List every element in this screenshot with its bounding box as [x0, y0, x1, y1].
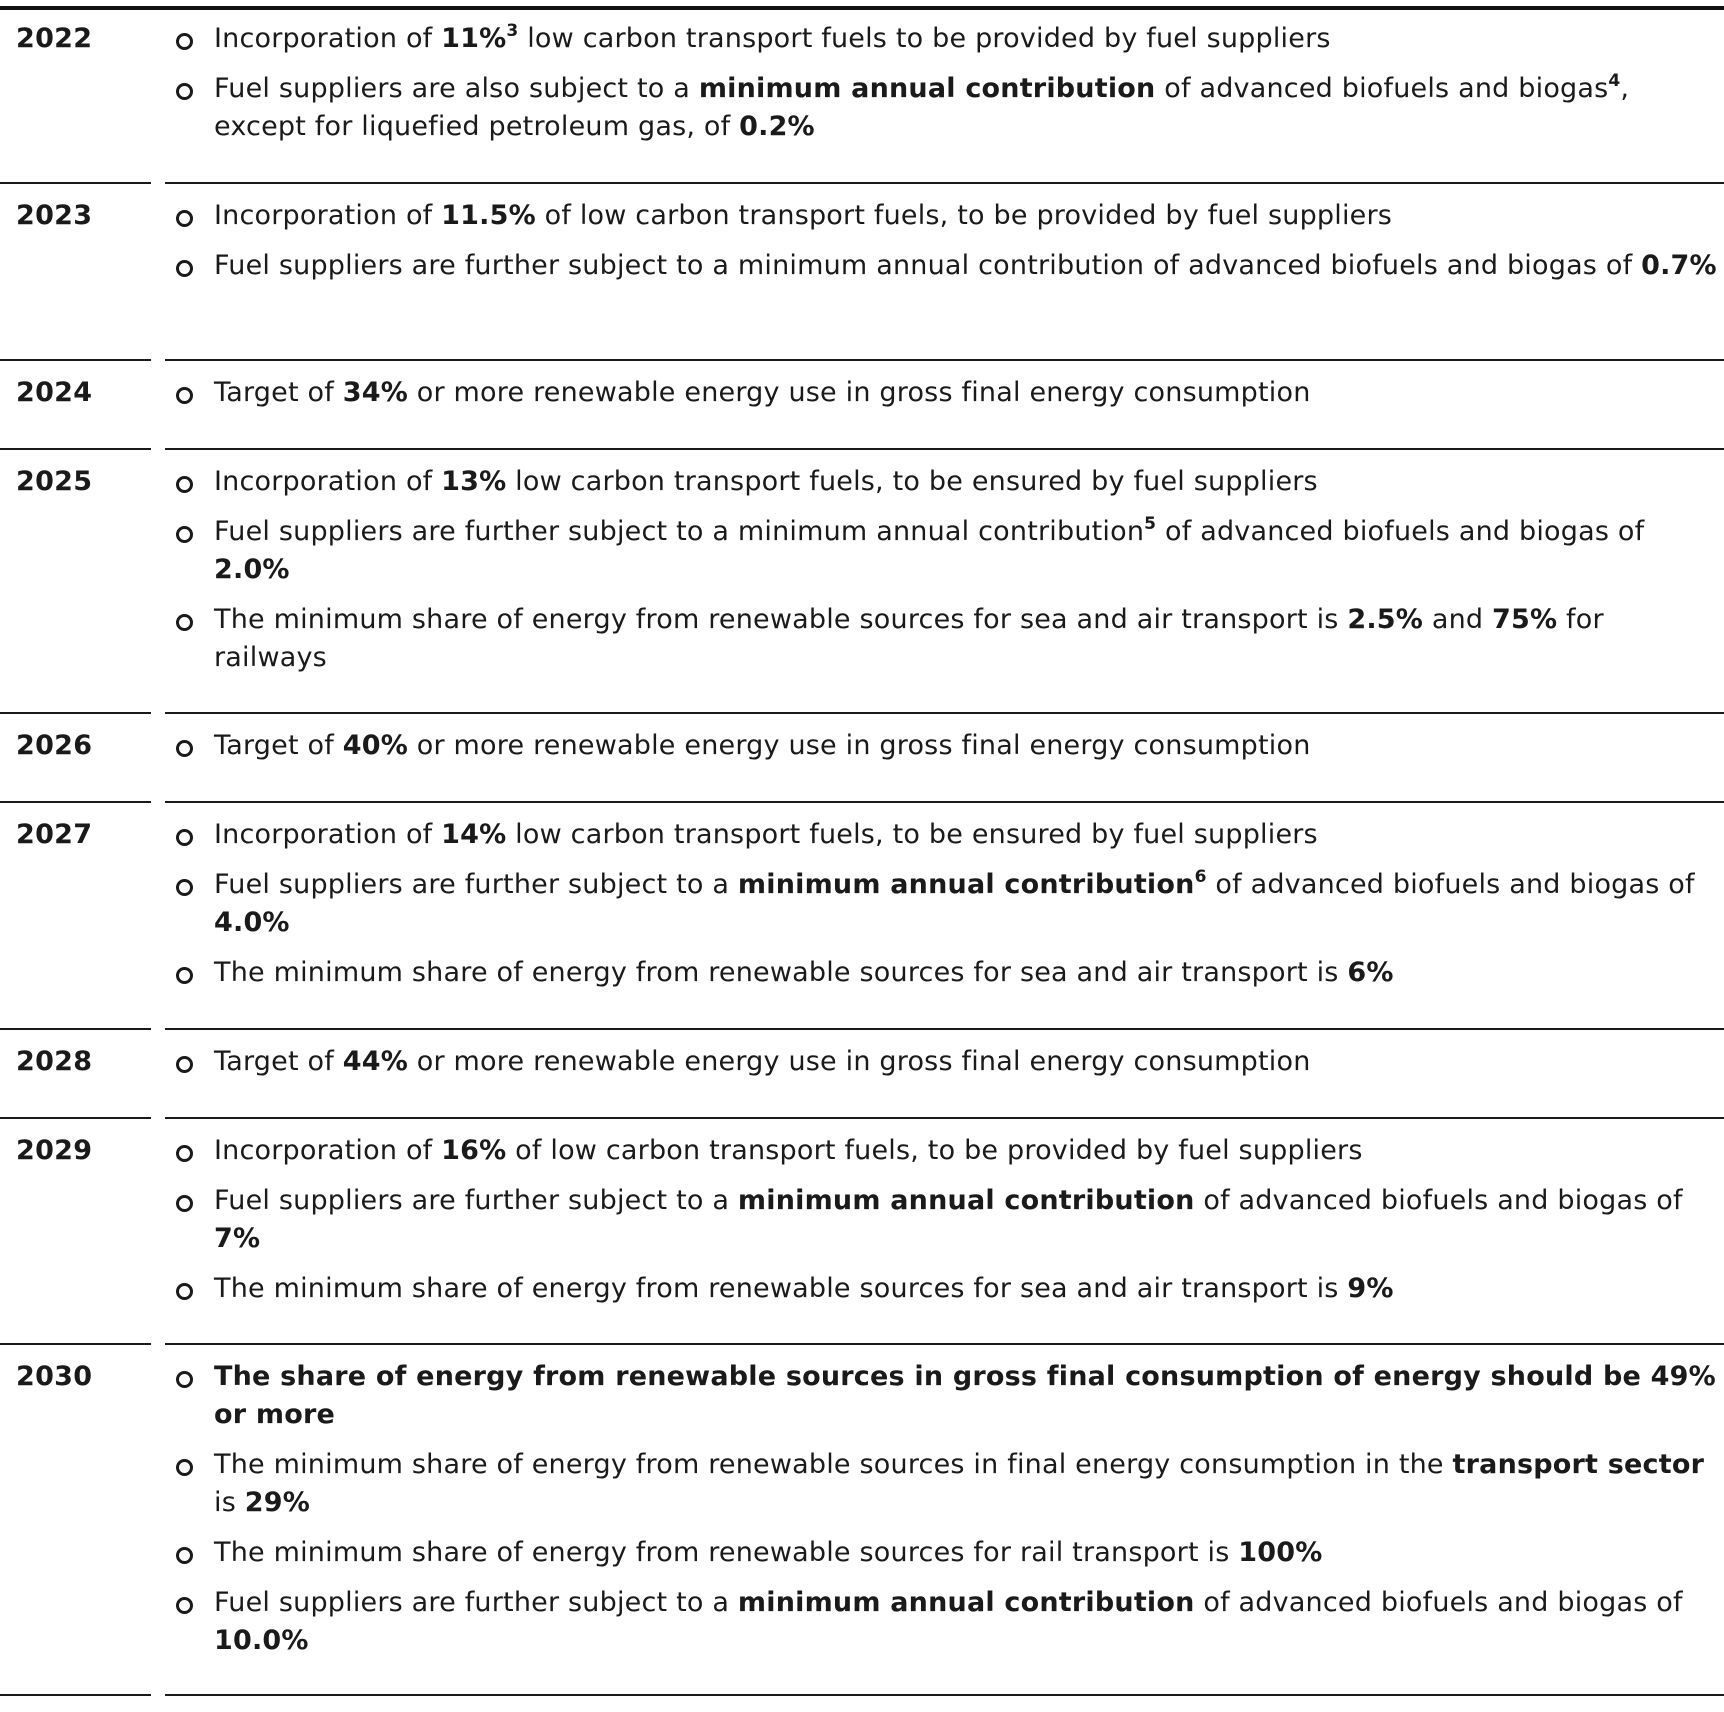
bold-text: minimum annual contribution	[737, 869, 1195, 900]
bullet-text	[214, 1135, 1363, 1166]
bold-text: 2.5%	[1347, 604, 1424, 635]
year-label: 2030	[16, 1361, 93, 1392]
bullet-circle-icon	[176, 210, 193, 227]
bullet-text	[214, 516, 1644, 585]
bullet-text	[214, 730, 1311, 761]
bullet-text	[214, 957, 1394, 988]
bullet-text	[214, 250, 1717, 281]
bullet-circle-icon	[176, 1283, 193, 1300]
text-segment: Incorporation of	[214, 23, 442, 54]
bold-text: The share of energy from renewable sources in gross final consumption of energy should be 49% or more	[214, 1361, 1716, 1430]
row-divider-right	[165, 182, 1724, 184]
bullet-item	[176, 20, 1724, 58]
footnote-marker: 6	[1194, 867, 1207, 887]
bullet-circle-icon	[176, 33, 193, 50]
bullet-circle-icon	[176, 260, 193, 277]
bold-text: 75%	[1492, 604, 1558, 635]
row-divider-left	[0, 712, 151, 714]
bullet-text	[214, 1361, 1716, 1430]
bold-text: 34%	[342, 377, 408, 408]
text-segment: The minimum share of energy from renewable sources for rail transport is	[214, 1537, 1239, 1568]
bullet-text	[214, 1046, 1311, 1077]
text-segment: of low carbon transport fuels, to be provided by fuel suppliers	[535, 200, 1393, 231]
text-segment: of advanced biofuels and biogas of	[1194, 1185, 1683, 1216]
bullet-list	[176, 463, 1724, 677]
bold-text: 10.0%	[214, 1625, 309, 1656]
bold-text: minimum annual contribution	[698, 73, 1156, 104]
year-label: 2024	[16, 377, 93, 408]
text-segment: of advanced biofuels and biogas of	[1194, 1587, 1683, 1618]
bold-text: 44%	[342, 1046, 408, 1077]
bullet-item	[176, 1358, 1724, 1434]
bullet-text	[214, 377, 1311, 408]
text-segment: or more renewable energy use in gross final energy consumption	[407, 377, 1311, 408]
footnote-marker: 5	[1144, 514, 1157, 534]
bullet-text	[214, 1587, 1683, 1656]
bullet-text	[214, 466, 1318, 497]
bold-text: 40%	[342, 730, 408, 761]
text-segment: low carbon transport fuels to be provided by fuel suppliers	[518, 23, 1331, 54]
bullet-item	[176, 70, 1724, 146]
text-segment: Fuel suppliers are further subject to a	[214, 1587, 738, 1618]
row-divider-right	[165, 712, 1724, 714]
bold-text: 0.7%	[1641, 250, 1717, 281]
row-divider-left	[0, 448, 151, 450]
row-divider-right	[165, 448, 1724, 450]
year-label: 2026	[16, 730, 93, 761]
text-segment: or more renewable energy use in gross final energy consumption	[407, 730, 1311, 761]
year-label: 2025	[16, 466, 93, 497]
bullet-item	[176, 1584, 1724, 1660]
row-divider-left	[0, 1028, 151, 1030]
text-segment: The minimum share of energy from renewable sources for sea and air transport is	[214, 957, 1348, 988]
bullet-list	[176, 197, 1724, 285]
text-segment: of advanced biofuels and biogas of	[1156, 516, 1645, 547]
bullet-text	[214, 1537, 1322, 1568]
text-segment: Incorporation of	[214, 819, 442, 850]
bullet-text	[214, 869, 1695, 938]
text-segment: and	[1423, 604, 1493, 635]
top-rule	[0, 6, 1724, 10]
row-divider-left	[0, 1117, 151, 1119]
bullet-list	[176, 816, 1724, 992]
bullet-circle-icon	[176, 83, 193, 100]
text-segment: Fuel suppliers are further subject to a	[214, 869, 738, 900]
text-segment: low carbon transport fuels, to be ensured by fuel suppliers	[506, 819, 1318, 850]
bullet-circle-icon	[176, 1597, 193, 1614]
bullet-text	[214, 604, 1604, 673]
bullet-item	[176, 1534, 1724, 1572]
bullet-circle-icon	[176, 967, 193, 984]
bullet-list	[176, 1132, 1724, 1308]
row-divider-left	[0, 1694, 151, 1696]
footnote-marker: 4	[1608, 71, 1621, 91]
text-segment: is	[214, 1487, 245, 1518]
bullet-item	[176, 247, 1724, 285]
text-segment: of advanced biofuels and biogas	[1155, 73, 1609, 104]
row-divider-left	[0, 182, 151, 184]
text-segment: Incorporation of	[214, 1135, 442, 1166]
text-segment: of low carbon transport fuels, to be provided by fuel suppliers	[506, 1135, 1363, 1166]
bullet-item	[176, 1043, 1724, 1081]
bullet-circle-icon	[176, 1056, 193, 1073]
row-divider-left	[0, 359, 151, 361]
year-label: 2022	[16, 23, 93, 54]
bullet-circle-icon	[176, 1459, 193, 1476]
bullet-text	[214, 73, 1629, 142]
text-segment: Fuel suppliers are further subject to a minimum annual contribution	[214, 516, 1145, 547]
text-segment: Target of	[214, 1046, 343, 1077]
bold-text: 100%	[1238, 1537, 1323, 1568]
bold-text: 29%	[244, 1487, 310, 1518]
bullet-list	[176, 727, 1724, 765]
bullet-text	[214, 819, 1318, 850]
bold-text: 7%	[214, 1223, 261, 1254]
row-divider-left	[0, 801, 151, 803]
bullet-item	[176, 1132, 1724, 1170]
bullet-circle-icon	[176, 1195, 193, 1212]
text-segment: The minimum share of energy from renewable sources in final energy consumption in the	[214, 1449, 1453, 1480]
row-divider-left	[0, 1343, 151, 1345]
bullet-list	[176, 374, 1724, 412]
bullet-circle-icon	[176, 1371, 193, 1388]
bold-text: 13%	[441, 466, 507, 497]
row-divider-right	[165, 1343, 1724, 1345]
bullet-circle-icon	[176, 829, 193, 846]
text-segment: Target of	[214, 730, 343, 761]
bold-text: 11.5%	[441, 200, 536, 231]
year-label: 2029	[16, 1135, 93, 1166]
text-segment: The minimum share of energy from renewable sources for sea and air transport is	[214, 604, 1348, 635]
bold-text: minimum annual contribution	[737, 1587, 1195, 1618]
text-segment: Fuel suppliers are also subject to a	[214, 73, 699, 104]
bullet-text	[214, 200, 1392, 231]
bold-text: minimum annual contribution	[737, 1185, 1195, 1216]
bold-text: 4.0%	[214, 907, 290, 938]
bold-text: 11%	[441, 23, 507, 54]
row-divider-right	[165, 801, 1724, 803]
bullet-text	[214, 1185, 1683, 1254]
text-segment: Incorporation of	[214, 200, 442, 231]
footnote-marker: 3	[506, 21, 519, 41]
bullet-list	[176, 20, 1724, 146]
text-segment: low carbon transport fuels, to be ensured by fuel suppliers	[506, 466, 1318, 497]
year-label: 2023	[16, 200, 93, 231]
text-segment: Fuel suppliers are further subject to a	[214, 1185, 738, 1216]
row-divider-right	[165, 1117, 1724, 1119]
bullet-text	[214, 23, 1331, 54]
bullet-item	[176, 197, 1724, 235]
bold-text: transport sector	[1452, 1449, 1705, 1480]
bullet-item	[176, 374, 1724, 412]
year-label: 2028	[16, 1046, 93, 1077]
text-segment: for railways	[214, 604, 1604, 673]
text-segment: of advanced biofuels and biogas of	[1206, 869, 1695, 900]
bullet-circle-icon	[176, 1547, 193, 1564]
text-segment: Incorporation of	[214, 466, 442, 497]
text-segment: or more renewable energy use in gross final energy consumption	[407, 1046, 1311, 1077]
bullet-item	[176, 954, 1724, 992]
bullet-item	[176, 1446, 1724, 1522]
bullet-list	[176, 1043, 1724, 1081]
bold-text: 14%	[441, 819, 507, 850]
bullet-text	[214, 1449, 1704, 1518]
bullet-item	[176, 1182, 1724, 1258]
bullet-circle-icon	[176, 740, 193, 757]
year-label: 2027	[16, 819, 93, 850]
bold-text: 2.0%	[214, 554, 290, 585]
bold-text: 16%	[441, 1135, 507, 1166]
bold-text: 9%	[1347, 1273, 1394, 1304]
bullet-item	[176, 463, 1724, 501]
text-segment: Target of	[214, 377, 343, 408]
text-segment: , except for liquefied petroleum gas, of	[214, 73, 1630, 142]
bullet-circle-icon	[176, 387, 193, 404]
text-segment: The minimum share of energy from renewable sources for sea and air transport is	[214, 1273, 1348, 1304]
bullet-item	[176, 513, 1724, 589]
bullet-item	[176, 816, 1724, 854]
bullet-circle-icon	[176, 476, 193, 493]
bullet-circle-icon	[176, 1145, 193, 1162]
bullet-item	[176, 1270, 1724, 1308]
bullet-list	[176, 1358, 1724, 1660]
bullet-text	[214, 1273, 1394, 1304]
bullet-circle-icon	[176, 526, 193, 543]
row-divider-right	[165, 1028, 1724, 1030]
bullet-circle-icon	[176, 879, 193, 896]
text-segment: Fuel suppliers are further subject to a minimum annual contribution of advanced biofuels and biogas of	[214, 250, 1642, 281]
row-divider-right	[165, 1694, 1724, 1696]
bold-text: 0.2%	[739, 111, 815, 142]
bullet-circle-icon	[176, 614, 193, 631]
bullet-item	[176, 866, 1724, 942]
bullet-item	[176, 601, 1724, 677]
row-divider-right	[165, 359, 1724, 361]
bullet-item	[176, 727, 1724, 765]
bold-text: 6%	[1347, 957, 1394, 988]
